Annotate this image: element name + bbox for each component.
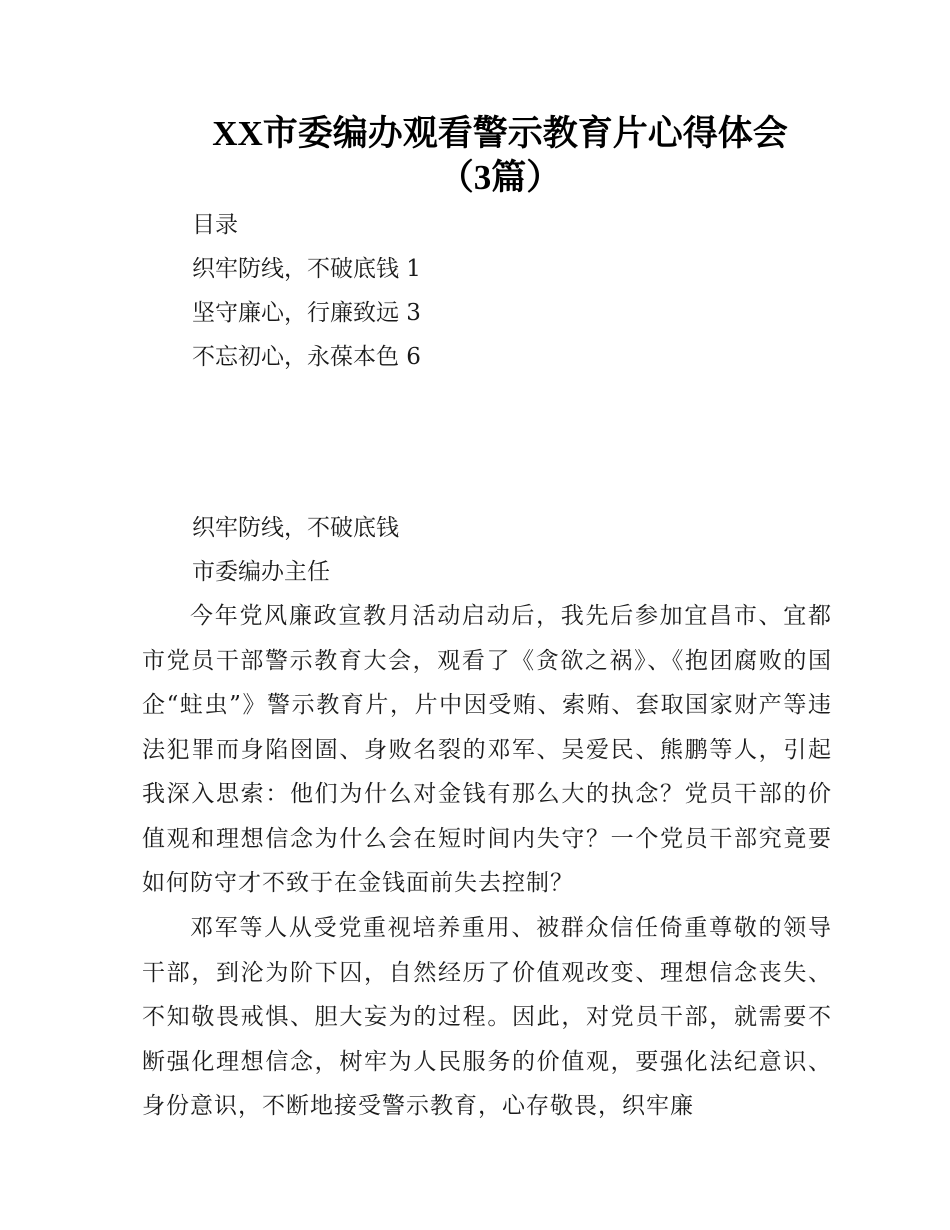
body-paragraph: 邓军等人从受党重视培养重用、被群众信任倚重尊敬的领导干部，到沦为阶下囚，自然经历了价值观改变、理想信念丧失、不知敬畏戒惧、胆大妄为的过程。因此，对党员干部，就需要不断强化理想信念，树牢为人民服务的价值观，要强化法纪意识、身份意识，不断地接受警示教育，心存敬畏，织牢廉 bbox=[142, 915, 832, 1119]
document-title-line2: （3篇） bbox=[438, 158, 562, 197]
section-heading: 织牢防线，不破底钱 bbox=[192, 515, 399, 541]
toc-heading: 目录 bbox=[192, 212, 238, 238]
section-author: 市委编办主任 bbox=[192, 559, 330, 585]
toc-item: 织牢防线，不破底钱 1 bbox=[192, 256, 421, 282]
body-paragraph: 今年党风廉政宣教月活动启动后，我先后参加宜昌市、宜都市党员干部警示教育大会，观看了《贪欲之祸》、《抱团腐败的国企“蛀虫”》警示教育片，片中因受贿、索贿、套取国家财产等违法犯罪而身陷囹圄、身败名裂的邓军、吴爱民、熊鹏等人，引起我深入思索：他们为什么对金钱有那么大的执念？党员干部的价值观和理想信念为什么会在短时间内失守？一个党员干部究竟要如何防守才不致于在金钱面前失去控制？ bbox=[142, 603, 832, 896]
toc-item: 不忘初心，永葆本色 6 bbox=[192, 344, 421, 370]
document-title-line1: XX市委编办观看警示教育片心得体会 bbox=[212, 114, 788, 153]
toc-item: 坚守廉心，行廉致远 3 bbox=[192, 300, 421, 326]
